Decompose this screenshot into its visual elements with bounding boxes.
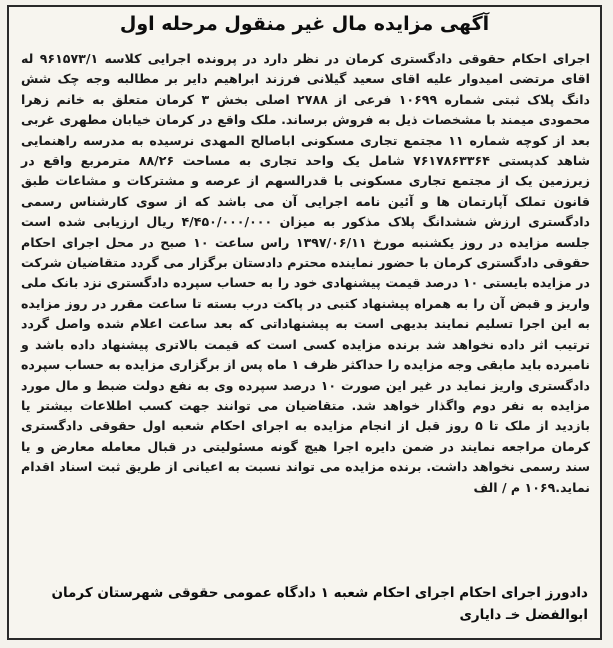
notice-frame xyxy=(7,5,602,640)
notice-body: اجرای احکام حقوقی دادگستری کرمان در نظر دارد در پرونده اجرایی کلاسه ۹۶۱۵۷۳/۱ له اقای مرتضی امیدوار علیه اقای سعید گیلانی فرزند ابراهیم دایر بر مطالبه وجه چک شش دانگ پلاک ثبتی شماره ۱۰۶۹۹ فرعی از ۲۷۸۸ اصلی بخش ۳ کرمان متعلق به خانم زهرا محمودی میمند با مشخصات ذیل به فروش برساند. ملک واقع در کرمان خیابان مطهری غربی بعد از کوچه شماره ۱۱ مجتمع تجاری مسکونی اباصالح المهدی نرسیده به مدرسه راهنمایی شاهد کدپستی ۷۶۱۷۸۶۳۳۶۴ شامل یک واحد تجاری به مساحت ۸۸/۲۶ مترمربع واقع در زیرزمین یک از مجتمع تجاری مسکونی با قدرالسهم از عرصه و مشترکات و مشاعات طبق قانون تملک آپارتمان ها و آئین نامه اجرایی آن می باشد که از سوی کارشناس رسمی دادگستری ارزش ششدانگ پلاک مذکور به میزان ۴/۴۵۰/۰۰۰/۰۰۰ ریال ارزیابی شده است جلسه مزایده در روز یکشنبه مورخ ۱۳۹۷/۰۶/۱۱ راس ساعت ۱۰ صبح در محل اجرای احکام حقوقی دادگستری کرمان با حضور نماینده محترم دادستان برگزار می گردد متقاضیان شرکت در مزایده بایستی ۱۰ درصد قیمت پیشنهادی خود را به حساب سپرده دادگستری نزد بانک ملی واریز و قبض آن را به همراه پیشنهاد کتبی در پاکت درب بسته تا ساعت مقرر در روز مزایده به این اجرا تسلیم نمایند بدیهی است به پیشنهاداتی که بعد ساعت اعلام شده واصل گردد ترتیب اثر داده نخواهد شد برنده مزایده کسی است که قیمت بالاتری پیشنهاد داده باشد و نامبرده باید مابقی وجه مزایده را حداکثر ظرف ۱ ماه پس از برگزاری مزایده به حساب سپرده دادگستری واریز نماید در غیر این صورت ۱۰ درصد سپرده وی به نفع دولت ضبط و مال مورد مزایده به نفر دوم واگذار خواهد شد. متقاضیان می توانند جهت کسب اطلاعات بیشتر یا بازدید از ملک تا ۵ روز قبل از انجام مزایده به اجرای احکام شعبه اول حقوقی دادگستری کرمان مراجعه نمایند در ضمن دایره اجرا هیچ گونه مسئولیتی در قبال معامله معارض و یا سند رسمی نخواهد داشت. برنده مزایده می تواند نسبت به اعیانی از طریق ثبت اسناد اقدام نماید.۱۰۶۹ م / الف xyxy=(21,51,591,495)
signature-line-1: دادورز اجرای احکام اجرای احکام شعبه ۱ دادگاه عمومی حقوقی شهرستان کرمان xyxy=(51,585,588,601)
notice-title: آگهی مزایده مال غیر منقول مرحله اول xyxy=(119,13,490,35)
signature-line-2: ابوالفضل خـ دایاری xyxy=(459,607,588,623)
